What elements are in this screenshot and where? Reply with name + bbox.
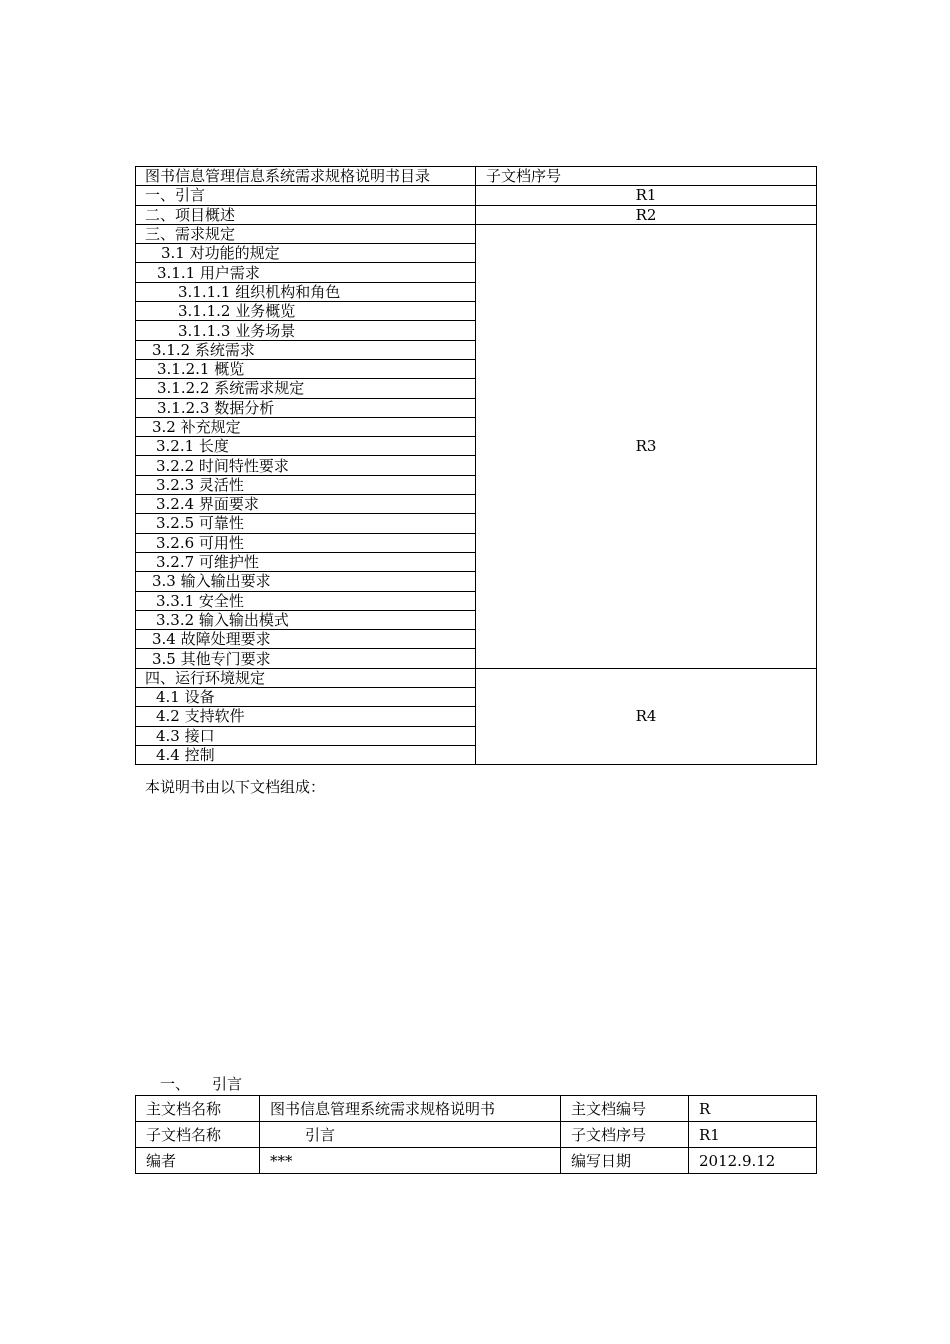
table-row bbox=[136, 205, 817, 224]
toc-entry: 3.3.2 输入输出模式 bbox=[136, 610, 476, 629]
toc-entry: 3.2.1 长度 bbox=[136, 437, 476, 456]
author-label: 编者 bbox=[136, 1148, 260, 1174]
toc-entry: 3.2.6 可用性 bbox=[136, 533, 476, 552]
toc-ref: R1 bbox=[476, 186, 817, 205]
toc-header-row bbox=[136, 167, 817, 186]
toc-ref: R4 bbox=[476, 668, 817, 764]
toc-entry: 3.2.5 可靠性 bbox=[136, 514, 476, 533]
toc-entry: 3.5 其他专门要求 bbox=[136, 649, 476, 668]
toc-entry: 3.1.2 系统需求 bbox=[136, 340, 476, 359]
toc-entry: 3.2.4 界面要求 bbox=[136, 495, 476, 514]
main-doc-name-label: 主文档名称 bbox=[136, 1096, 260, 1122]
toc-entry: 3.1.2.1 概览 bbox=[136, 359, 476, 378]
toc-entry: 4.3 接口 bbox=[136, 726, 476, 745]
toc-entry: 3.1 对功能的规定 bbox=[136, 244, 476, 263]
section-title: 引言 bbox=[212, 1075, 243, 1093]
toc-entry: 3.1.2.2 系统需求规定 bbox=[136, 379, 476, 398]
toc-table bbox=[135, 166, 817, 765]
toc-entry: 3.2 补充规定 bbox=[136, 417, 476, 436]
toc-entry: 3.1.1 用户需求 bbox=[136, 263, 476, 282]
toc-entry: 3.2.2 时间特性要求 bbox=[136, 456, 476, 475]
sub-doc-name-value: 引言 bbox=[260, 1122, 561, 1148]
toc-header-title: 图书信息管理信息系统需求规格说明书目录 bbox=[136, 167, 476, 186]
main-doc-no-label: 主文档编号 bbox=[561, 1096, 689, 1122]
intro-text: 本说明书由以下文档组成： bbox=[145, 778, 326, 796]
table-row bbox=[136, 186, 817, 205]
toc-entry: 二、项目概述 bbox=[136, 205, 476, 224]
toc-entry: 4.4 控制 bbox=[136, 745, 476, 764]
sub-doc-seq-value: R1 bbox=[689, 1122, 817, 1148]
toc-ref: R2 bbox=[476, 205, 817, 224]
table-row bbox=[136, 224, 817, 243]
table-row bbox=[136, 1148, 817, 1174]
toc-entry: 3.3 输入输出要求 bbox=[136, 572, 476, 591]
main-doc-name-value: 图书信息管理系统需求规格说明书 bbox=[260, 1096, 561, 1122]
toc-entry: 3.4 故障处理要求 bbox=[136, 630, 476, 649]
table-row bbox=[136, 1096, 817, 1122]
toc-header-ref: 子文档序号 bbox=[476, 167, 817, 186]
sub-doc-seq-label: 子文档序号 bbox=[561, 1122, 689, 1148]
main-doc-no-value: R bbox=[689, 1096, 817, 1122]
section-heading bbox=[160, 1073, 242, 1094]
toc-entry: 3.1.1.3 业务场景 bbox=[136, 321, 476, 340]
toc-entry: 4.1 设备 bbox=[136, 688, 476, 707]
date-value: 2012.9.12 bbox=[689, 1148, 817, 1174]
toc-entry: 四、运行环境规定 bbox=[136, 668, 476, 687]
date-label: 编写日期 bbox=[561, 1148, 689, 1174]
toc-entry: 3.2.3 灵活性 bbox=[136, 475, 476, 494]
toc-entry: 三、需求规定 bbox=[136, 224, 476, 243]
toc-entry: 3.1.1.2 业务概览 bbox=[136, 302, 476, 321]
toc-ref: R3 bbox=[476, 224, 817, 668]
section-number: 一、 bbox=[160, 1075, 191, 1093]
sub-doc-name-label: 子文档名称 bbox=[136, 1122, 260, 1148]
toc-entry: 3.1.2.3 数据分析 bbox=[136, 398, 476, 417]
table-row bbox=[136, 668, 817, 687]
table-row bbox=[136, 1122, 817, 1148]
author-value: *** bbox=[260, 1148, 561, 1174]
toc-entry: 3.3.1 安全性 bbox=[136, 591, 476, 610]
toc-entry: 3.1.1.1 组织机构和角色 bbox=[136, 282, 476, 301]
toc-entry: 一、引言 bbox=[136, 186, 476, 205]
toc-entry: 4.2 支持软件 bbox=[136, 707, 476, 726]
toc-entry: 3.2.7 可维护性 bbox=[136, 552, 476, 571]
doc-info-table bbox=[135, 1095, 817, 1174]
